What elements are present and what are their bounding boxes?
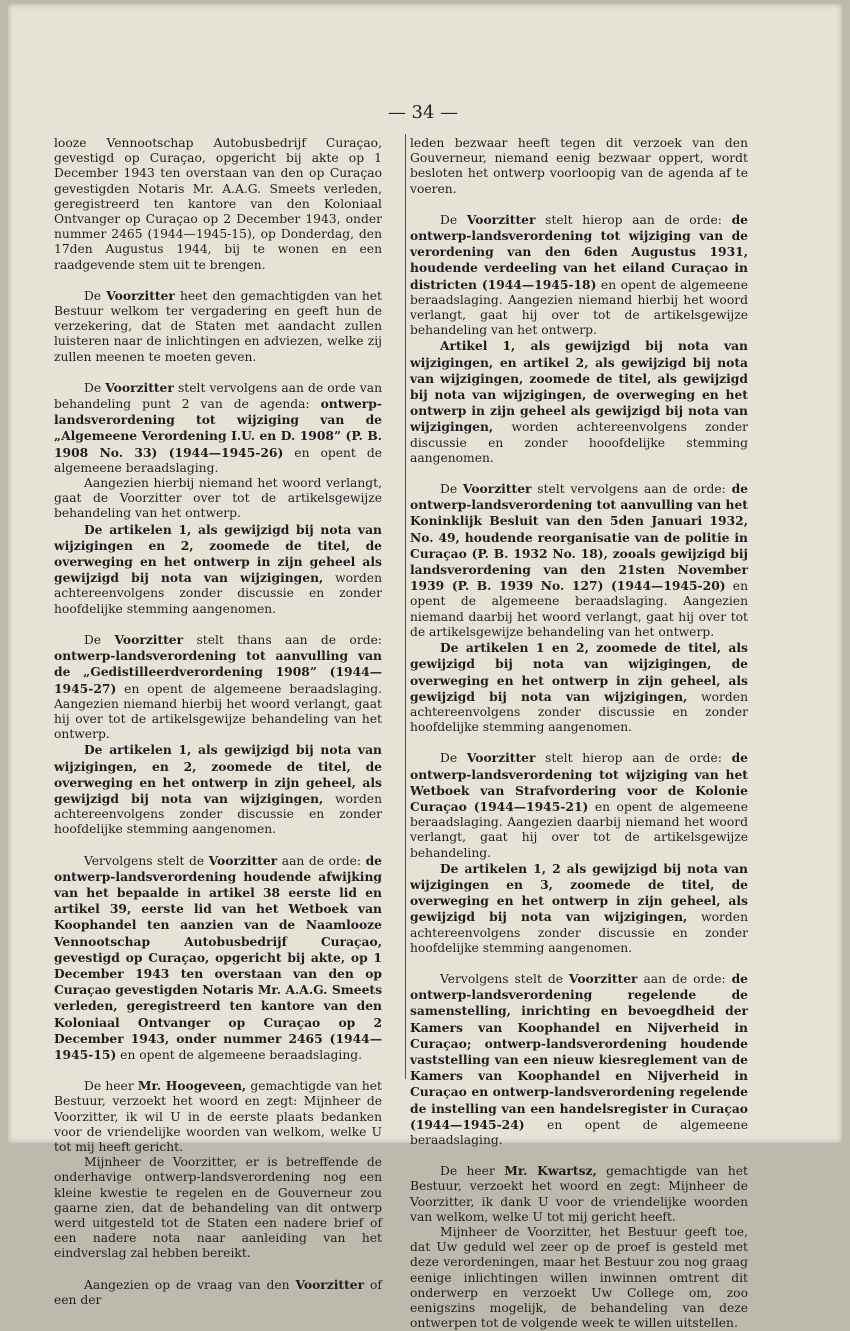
paragraph: De Voorzitter stelt vervolgens aan de orde: de ontwerp-landsverordening tot aanvulling van het Koninklijk Besluit van den 5den Januari 1932, No. 49, houdende reorganisatie van de politie in Curaçao (P. B. 1932 No. 18), zooals gewijzigd bij landsverordening van den 21sten November 1939 (P. B. 1939 No. 127) (1944—1945-20) en opent de algemeene beraadslaging. Aangezien niemand daarbij het woord verlangt, gaat hij over tot de artikelsgewijze behandeling van het ontwerp. [410, 481, 748, 639]
paragraph: De artikelen 1, als gewijzigd bij nota van wijzigingen en 2, zoomede de titel, de overweging en het ontwerp in zijn geheel als gewijzigd bij nota van wijzigingen, worden achtereenvolgens zonder discussie en zonder hoofdelijke stemming aangenomen. [54, 521, 382, 616]
paragraph: Mijnheer de Voorzitter, er is betreffende de onderhavige ontwerp-landsverordening nog een kleine kwestie te regelen en de Gouverneur zou gaarne zien, dat de behandeling van dit ontwerp werd uitgesteld tot de Staten een nadere brief of een nadere nota naar aanleiding van het eindverslag zal hebben bereikt. [54, 1155, 382, 1261]
paragraph: leden bezwaar heeft tegen dit verzoek van den Gouverneur, niemand eenig bezwaar oppert, wordt besloten het ontwerp voorloopig van de agenda af te voeren. [410, 136, 748, 196]
paragraph: Mijnheer de Voorzitter, het Bestuur geeft toe, dat Uw geduld wel zeer op de proef is gesteld met deze verordeningen, maar het Bestuur zou nog graag eenige inlichtingen willen inwinnen omtrent dit onderwerp en verzoekt Uw College om, zoo eenigszins mogelijk, de behandeling van deze ontwerpen tot de volgende week te willen uitstellen. [410, 1225, 748, 1331]
paragraph: Aangezien hierbij niemand het woord verlangt, gaat de Voorzitter over tot de artikelsgewijze behandeling van het ontwerp. [54, 476, 382, 521]
paragraph: Vervolgens stelt de Voorzitter aan de orde: de ontwerp-landsverordening houdende afwijking van het bepaalde in artikel 38 eerste lid en artikel 39, eerste lid van het Wetboek van Koophandel ten aanzien van de Naamlooze Vennootschap Autobusbedrijf Curaçao, gevestigd op Curaçao, opgericht bij akte, op 1 December 1943 ten overstaan van den op Curaçao gevestigden Notaris Mr. A.A.G. Smeets verleden, geregistreerd ten kantore van den Koloniaal Ontvanger op Curaçao op 2 December 1943, onder nummer 2465 (1944—1945-15) en opent de algemeene beraadslaging. [54, 852, 382, 1062]
paragraph: De heer Mr. Kwartsz, gemachtigde van het Bestuur, verzoekt het woord en zegt: Mijnheer de Voorzitter, ik dank U voor de vriendelijke woorden van welkom, welke U tot mij gericht heeft. [410, 1163, 748, 1224]
paragraph: De Voorzitter stelt hierop aan de orde: de ontwerp-landsverordening tot wijziging van het Wetboek van Strafvordering voor de Kolonie Curaçao (1944—1945-21) en opent de algemeene beraadslaging. Aangezien daarbij niemand het woord verlangt, gaat hij over tot de artikelsgewijze behandeling. [410, 750, 748, 860]
paragraph: Vervolgens stelt de Voorzitter aan de orde: de ontwerp-landsverordening regelende de samenstelling, inrichting en bevoegdheid der Kamers van Koophandel en Nijverheid in Curaçao; ontwerp-landsverordening houdende vaststelling van een nieuw kiesreglement van de Kamers van Koophandel en Nijverheid in Curaçao en ontwerp-landsverordening regelende de instelling van een handelsregister in Curaçao (1944—1945-24) en opent de algemeene beraadslaging. [410, 970, 748, 1147]
paragraph: De artikelen 1, 2 als gewijzigd bij nota van wijzigingen en 3, zoomede de titel, de overweging en het ontwerp in zijn geheel, als gewijzigd bij nota van wijzigingen, worden achtereenvolgens zonder discussie en zonder hoofdelijke stemming aangenomen. [410, 860, 748, 955]
paragraph: De Voorzitter stelt thans aan de orde: ontwerp-landsverordening tot aanvulling van de „Gedistilleerdverordening 1908” (1944—1945-27) en opent de algemeene beraadslaging. Aangezien niemand hierbij het woord verlangt, gaat hij over tot de artikelsgewijze behandeling van het ontwerp. [54, 631, 383, 742]
paragraph: looze Vennootschap Autobusbedrijf Curaçao, gevestigd op Curaçao, opgericht bij akte op 1 December 1943 ten overstaan van den op Curaçao gevestigden Notaris Mr. A.A.G. Smeets verleden, geregistreerd ten kantore van den Koloniaal Ontvanger op Curaçao op 2 December 1943, onder nummer 2465 (1944—1945-15), op Donderdag, den 17den Augustus 1944, bij te wonen en een raadgevende stem uit te brengen. [54, 136, 382, 272]
paragraph: Artikel 1, als gewijzigd bij nota van wijzigingen, en artikel 2, als gewijzigd bij nota van wijzigingen, zoomede de titel, als gewijzigd bij nota van wijzigingen, de overweging en het ontwerp in zijn geheel als gewijzigd bij nota van wijzigingen, worden achtereenvolgens zonder discussie en zonder hooofdelijke stemming aangenomen. [410, 338, 748, 465]
left-column [54, 136, 382, 1308]
paragraph: De Voorzitter stelt vervolgens aan de orde van behandeling punt 2 van de agenda: ontwerp-landsverordening tot wijziging van de „Algemeene Verordening I.U. en D. 1908” (P. B. 1908 No. 33) (1944—1945-26) en opent de algemeene beraadslaging. [54, 379, 383, 475]
right-column [410, 136, 748, 1331]
column-divider [405, 134, 406, 1079]
paragraph: De heer Mr. Hoogeveen, gemachtigde van het Bestuur, verzoekt het woord en zegt: Mijnheer de Voorzitter, ik wil U in de eerste plaats bedanken voor de vriendelijke woorden van welkom, welke U tot mij heeft gericht. [54, 1078, 382, 1154]
page-number: — 34 — [387, 102, 459, 123]
paragraph: De artikelen 1, als gewijzigd bij nota van wijzigingen, en 2, zoomede de titel, de overweging en het ontwerp in zijn geheel, als gewijzigd bij nota van wijzigingen, worden achtereenvolgens zonder discussie en zonder hoofdelijke stemming aangenomen. [54, 742, 382, 837]
paragraph: De Voorzitter stelt hierop aan de orde: de ontwerp-landsverordening tot wijziging van de verordening van den 6den Augustus 1931, houdende verdeeling van het eiland Curaçao in districten (1944—1945-18) en opent de algemeene beraadslaging. Aangezien niemand hierbij het woord verlangt, gaat hij over tot de artikelsgewijze behandeling van het ontwerp. [410, 211, 748, 338]
paragraph: Aangezien op de vraag van den Voorzitter of een der [54, 1276, 382, 1307]
paragraph: De Voorzitter heet den gemachtigden van het Bestuur welkom ter vergadering en geeft hun de verzekering, dat de Staten met aandacht zullen luisteren naar de inlichtingen en adviezen, welke zij zullen meenen te moeten geven. [54, 287, 382, 364]
document-page [8, 4, 842, 1331]
paragraph: De artikelen 1 en 2, zoomede de titel, als gewijzigd bij nota van wijzigingen, de overweging en het ontwerp in zijn geheel, als gewijzigd bij nota van wijzigingen, worden achtereenvolgens zonder discussie en zonder hoofdelijke stemming aangenomen. [410, 640, 748, 735]
